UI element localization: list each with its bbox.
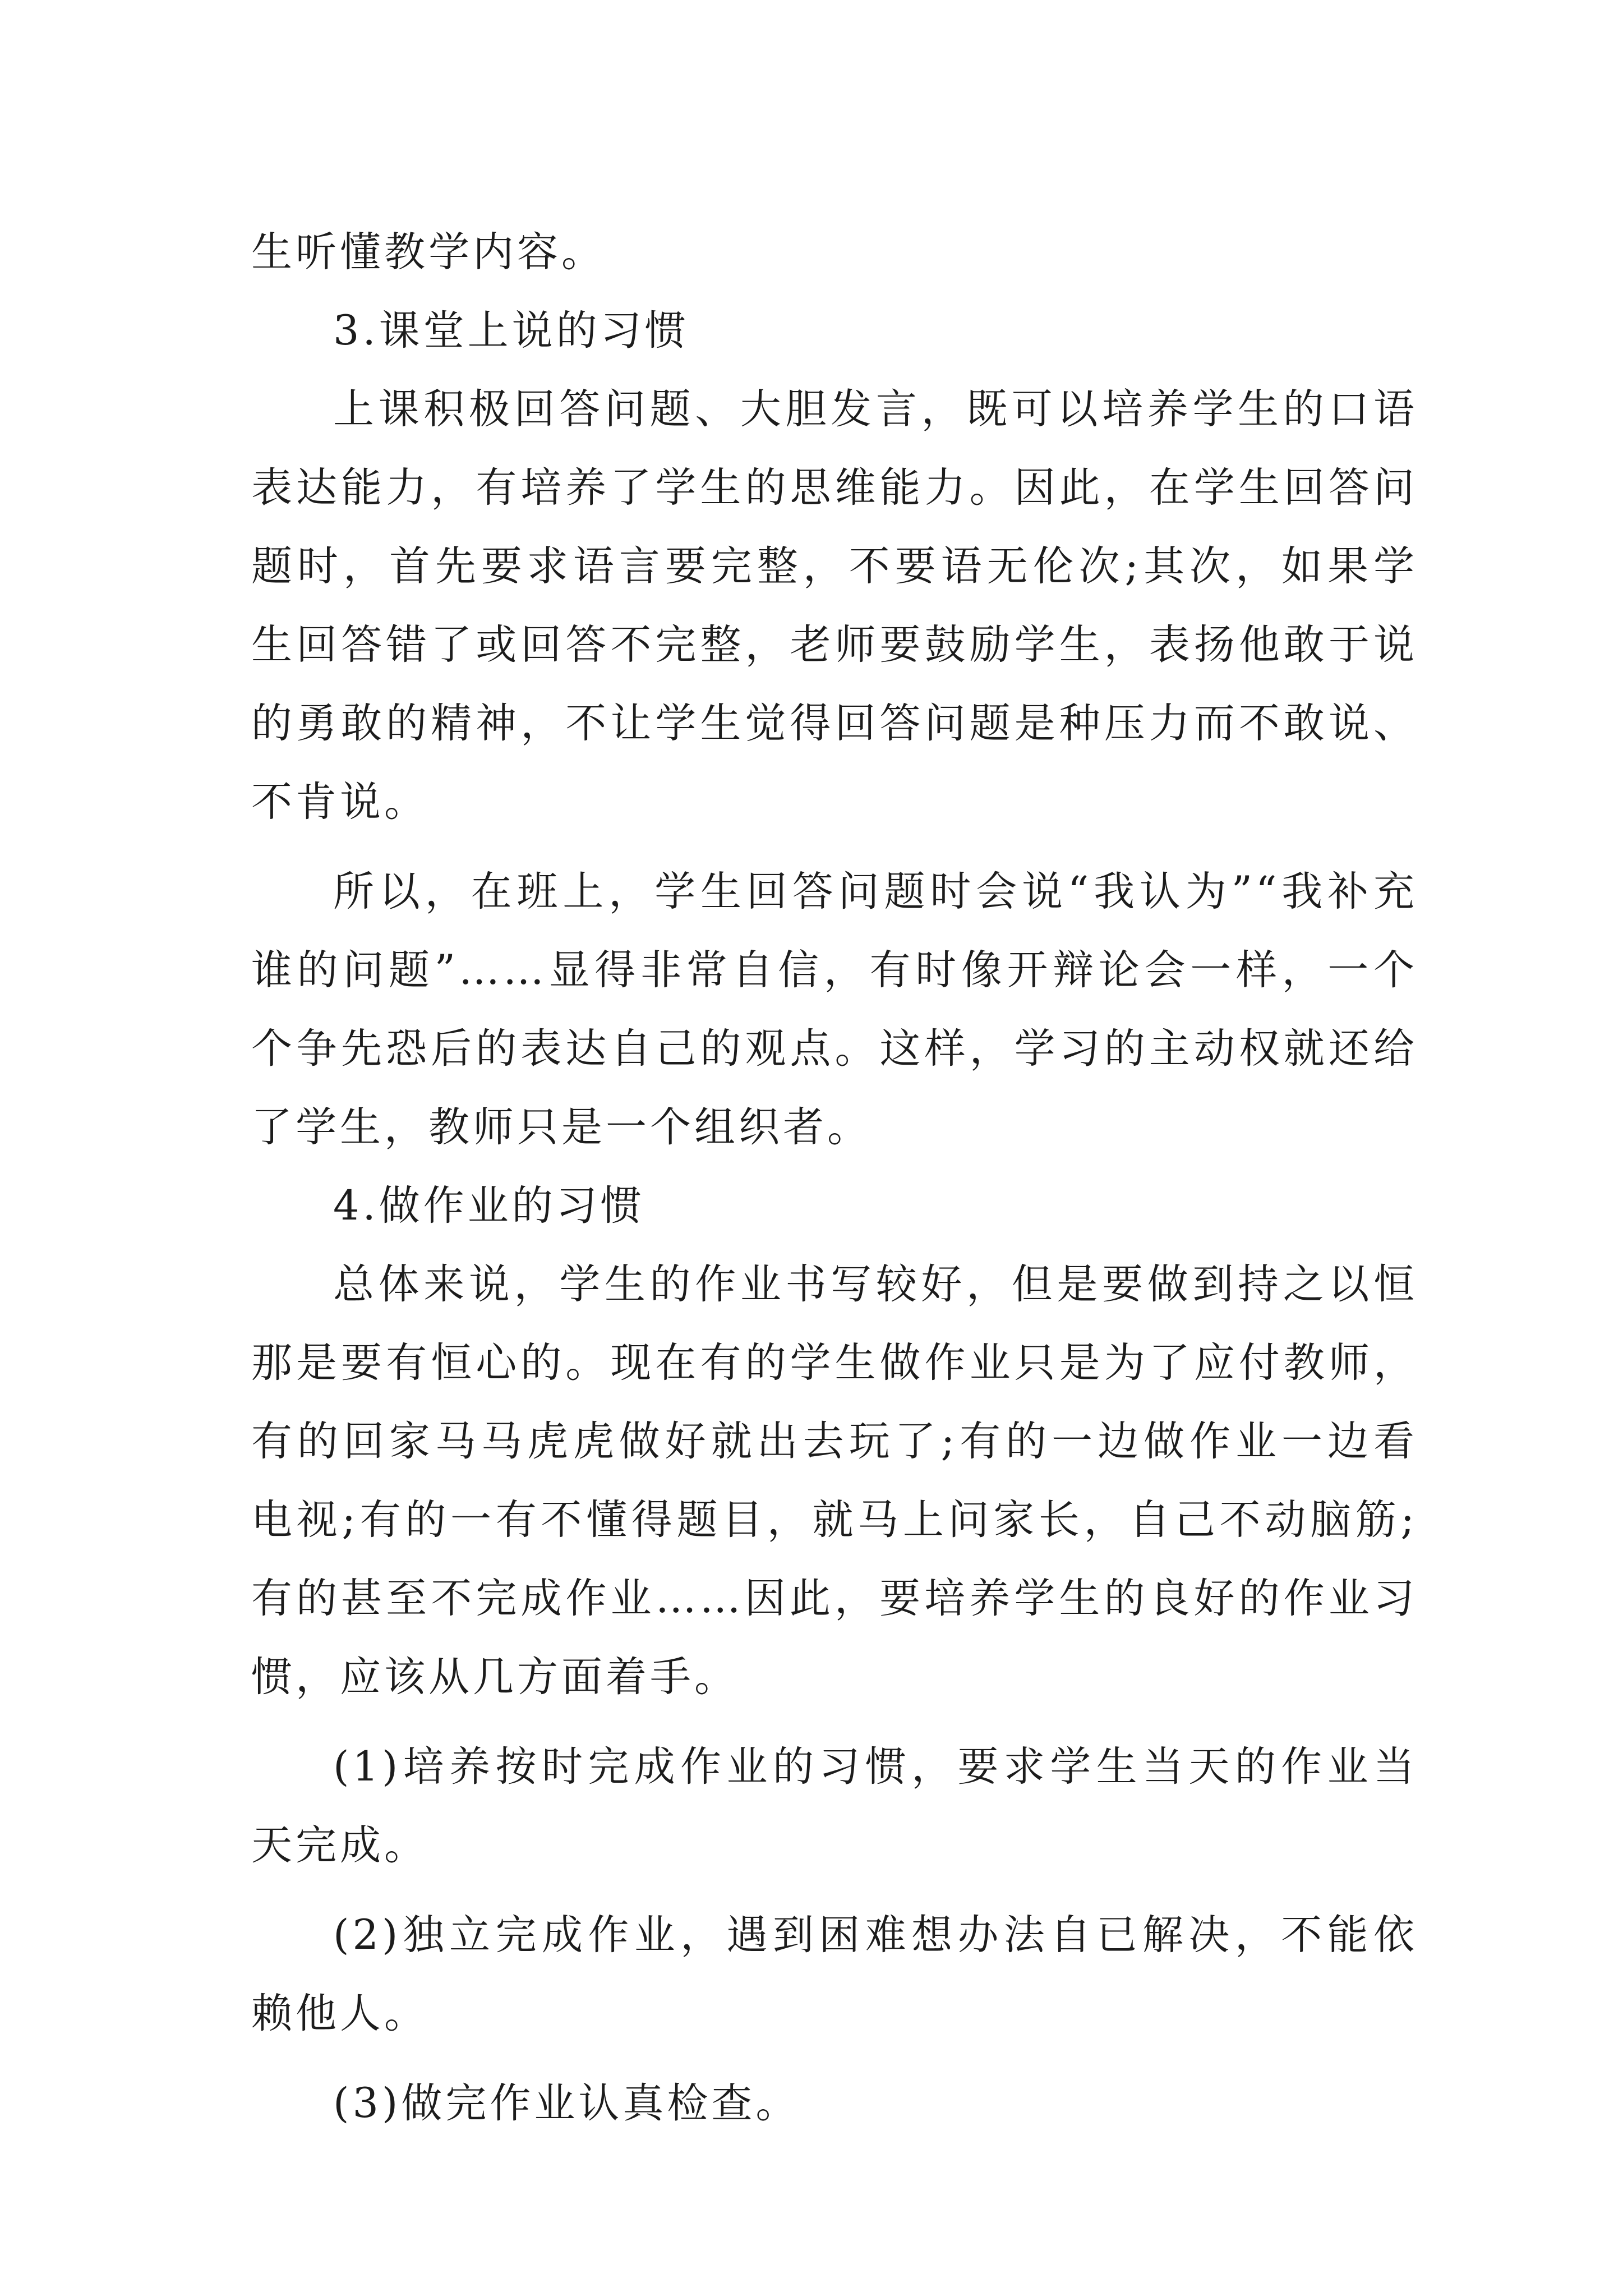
paragraph: 总体来说，学生的作业书写较好，但是要做到持之以恒那是要有恒心的。现在有的学生做作业只是为了应付教师，有的回家马马虎虎做好就出去玩了;有的一边做作业一边看电视;有的一有不懂得题目，就马上问家长，自己不动脑筋;有的甚至不完成作业……因此，要培养学生的良好的作业习惯，应该从几方面着手。: [251, 1260, 1418, 1701]
list-item: (3)做完作业认真检查。: [333, 2079, 800, 2127]
paragraph-continuation: 生听懂教学内容。: [251, 228, 606, 276]
paragraph: 上课积极回答问题、大胆发言，既可以培养学生的口语表达能力，有培养了学生的思维能力。因此，在学生回答问题时，首先要求语言要完整，不要语无伦次;其次，如果学生回答错了或回答不完整，老师要鼓励学生，表扬他敢于说的勇敢的精神，不让学生觉得回答问题是种压力而不敢说、不肯说。: [251, 385, 1418, 826]
body-text: [251, 213, 1418, 2143]
paragraph: 所以，在班上，学生回答问题时会说“我认为”“我补充谁的问题”……显得非常自信，有时像开辩论会一样，一个个争先恐后的表达自己的观点。这样，学习的主动权就还给了学生，教师只是一个组织者。: [251, 868, 1418, 1151]
list-item: (1)培养按时完成作业的习惯，要求学生当天的作业当天完成。: [251, 1743, 1418, 1869]
list-item: (2)独立完成作业，遇到困难想办法自已解决，不能依赖他人。: [251, 1911, 1418, 2037]
section-heading-speaking-habit: 3.课堂上说的习惯: [333, 307, 689, 355]
section-heading-homework-habit: 4.做作业的习惯: [333, 1182, 645, 1230]
